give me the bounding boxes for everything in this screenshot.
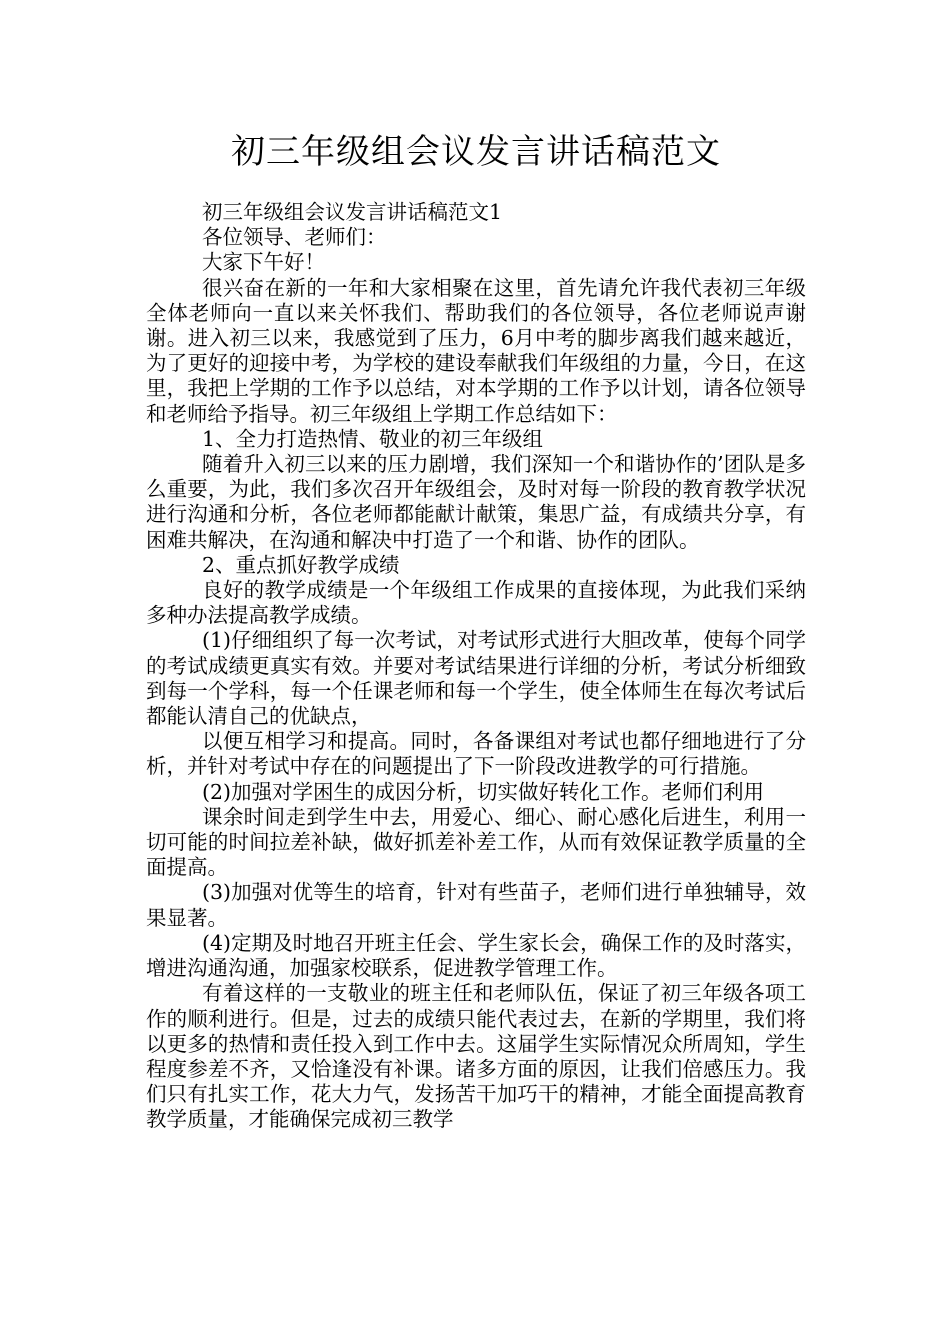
paragraph-item-4: (4)定期及时地召开班主任会、学生家长会，确保工作的及时落实，增进沟通沟通，加强家校联系，促进教学管理工作。 xyxy=(146,930,806,981)
paragraph-item-2-cont: 课余时间走到学生中去，用爱心、细心、耐心感化后进生，利用一切可能的时间拉差补缺，做好抓差补差工作，从而有效保证教学质量的全面提高。 xyxy=(146,804,806,880)
paragraph-teaching: 良好的教学成绩是一个年级组工作成果的直接体现，为此我们采纳多种办法提高教学成绩。 xyxy=(146,578,806,628)
paragraph-intro: 很兴奋在新的一年和大家相聚在这里，首先请允许我代表初三年级全体老师向一直以来关怀我们、帮助我们的各位领导，各位老师说声谢谢。进入初三以来，我感觉到了压力，6月中考的脚步离我们越来越近，为了更好的迎接中考，为学校的建设奉献我们年级组的力量，今日，在这里，我把上学期的工作予以总结，对本学期的工作予以计划，请各位领导和老师给予指导。初三年级组上学期工作总结如下： xyxy=(146,275,806,426)
document-page xyxy=(146,0,806,1133)
section-heading-2: 2、重点抓好教学成绩 xyxy=(202,552,400,577)
paragraph-team: 随着升入初三以来的压力剧增，我们深知一个和谐协作的’团队是多么重要，为此，我们多次召开年级组会，及时对每一阶段的教育教学状况进行沟通和分析，各位老师都能献计献策，集思广益，有成绩共分享，有困难共解决，在沟通和解决中打造了一个和谐、协作的团队。 xyxy=(146,452,806,552)
paragraph-salutation: 各位领导、老师们： xyxy=(202,225,387,250)
paragraph-item-2: (2)加强对学困生的成因分析，切实做好转化工作。老师们利用 xyxy=(202,779,765,804)
paragraph-item-1-cont: 以便互相学习和提高。同时，各备课组对考试也都仔细地进行了分析，并针对考试中存在的问题提出了下一阶段改进教学的可行措施。 xyxy=(146,729,806,779)
paragraph-item-3: (3)加强对优等生的培育，针对有些苗子，老师们进行单独辅导，效果显著。 xyxy=(146,880,806,930)
document-title: 初三年级组会议发言讲话稿范文 xyxy=(231,132,721,172)
paragraph-item-1: (1)仔细组织了每一次考试，对考试形式进行大胆改革，使每个同学的考试成绩更真实有效。并要对考试结果进行详细的分析，考试分析细致到每一个学科，每一个任课老师和每一个学生，使全体师生在每次考试后都能认清自己的优缺点， xyxy=(146,628,806,729)
paragraph-subtitle: 初三年级组会议发言讲话稿范文1 xyxy=(202,200,503,224)
document-body xyxy=(146,200,806,1133)
paragraph-greeting: 大家下午好！ xyxy=(202,250,325,275)
section-heading-1: 1、全力打造热情、敬业的初三年级组 xyxy=(202,426,544,451)
paragraph-conclusion: 有着这样的一支敬业的班主任和老师队伍，保证了初三年级各项工作的顺利进行。但是，过去的成绩只能代表过去，在新的学期里，我们将以更多的热情和责任投入到工作中去。这届学生实际情况众所周知，学生程度参差不齐，又恰逢没有补课。诸多方面的原因，让我们倍感压力。我们只有扎实工作，花大力气，发扬苦干加巧干的精神，才能全面提高教育教学质量，才能确保完成初三教学 xyxy=(146,981,806,1132)
